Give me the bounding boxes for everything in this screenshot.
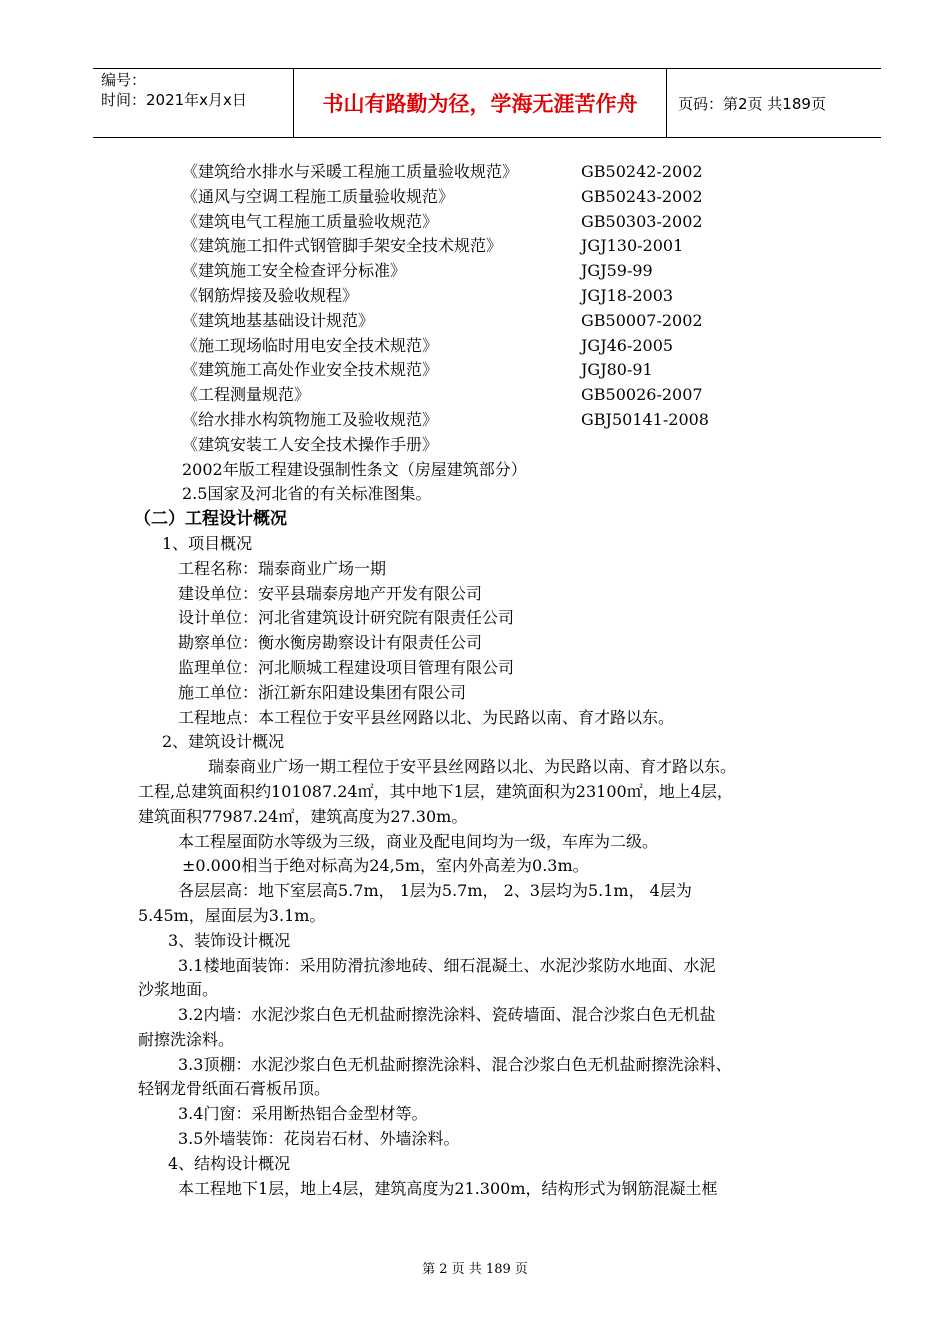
reference-code: GB50007-2002 xyxy=(581,310,703,330)
reference-code: GB50242-2002 xyxy=(581,162,703,181)
reference-title: 《钢筋焊接及验收规程》 xyxy=(182,285,359,305)
reference-item xyxy=(138,358,858,383)
decoration-ceiling: 轻钢龙骨纸面石膏板吊顶。 xyxy=(138,1079,331,1099)
reference-item xyxy=(138,259,858,284)
project-location: 工程地点：本工程位于安平县丝网路以北、为民路以南、育才路以东。 xyxy=(178,707,675,727)
header-time: 时间：2021年x月x日 xyxy=(101,91,247,109)
reference-item xyxy=(138,309,858,334)
reference-title: 《建筑地基基础设计规范》 xyxy=(182,310,375,330)
project-supervisor: 监理单位：河北顺城工程建设项目管理有限公司 xyxy=(178,657,515,677)
reference-code: GB50303-2002 xyxy=(581,211,703,231)
reference-title: 《给水排水构筑物施工及验收规范》 xyxy=(182,409,439,429)
project-owner: 建设单位：安平县瑞泰房地产开发有限公司 xyxy=(178,583,483,603)
page-footer: 第 2 页 共 189 页 xyxy=(422,1262,528,1277)
reference-item xyxy=(138,334,858,359)
roof-waterproof: 本工程屋面防水等级为三级，商业及配电间均为一级，车库为二级。 xyxy=(178,831,659,851)
decoration-interior-wall: 耐擦洗涂料。 xyxy=(138,1029,235,1049)
architecture-paragraph: 工程,总建筑面积约101087.24㎡，其中地下1层，建筑面积为23100㎡，地上4层， xyxy=(138,781,733,801)
reference-title: 《施工现场临时用电安全技术规范》 xyxy=(182,335,439,355)
reference-code: JGJ130-2001 xyxy=(581,236,684,256)
reference-item xyxy=(138,433,858,458)
reference-item xyxy=(138,185,858,210)
architecture-paragraph: 瑞泰商业广场一期工程位于安平县丝网路以北、为民路以南、育才路以东。 xyxy=(208,757,737,777)
decoration-exterior: 3.5外墙装饰：花岗岩石材、外墙涂料。 xyxy=(178,1129,460,1149)
decoration-heading: 3、装饰设计概况 xyxy=(168,930,291,950)
elevation-line: ±0.000相当于绝对标高为24,5m，室内外高差为0.3m。 xyxy=(182,856,589,876)
reference-title: 《工程测量规范》 xyxy=(182,385,311,405)
project-designer: 设计单位：河北省建筑设计研究院有限责任公司 xyxy=(178,608,515,628)
reference-code: GBJ50141-2008 xyxy=(581,409,709,429)
reference-item xyxy=(138,408,858,433)
reference-code: JGJ59-99 xyxy=(581,261,653,281)
decoration-ceiling: 3.3顶棚：水泥沙浆白色无机盐耐擦洗涂料、混合沙浆白色无机盐耐擦洗涂料、 xyxy=(178,1054,732,1074)
reference-code: JGJ80-91 xyxy=(581,360,653,380)
page-header xyxy=(93,68,881,138)
header-page-number: 页码：第2页 共189页 xyxy=(678,94,826,113)
project-surveyor: 勘察单位：衡水衡房勘察设计有限责任公司 xyxy=(178,633,483,653)
reference-item xyxy=(138,210,858,235)
reference-title: 《通风与空调工程施工质量验收规范》 xyxy=(182,186,455,206)
section-title: （二）工程设计概况 xyxy=(134,509,287,530)
reference-item xyxy=(138,234,858,259)
reference-code: GB50026-2007 xyxy=(581,385,703,405)
decoration-floor: 沙浆地面。 xyxy=(138,980,219,1000)
structure-paragraph: 本工程地下1层，地上4层，建筑高度为21.300m，结构形式为钢筋混凝土框 xyxy=(178,1178,718,1198)
document-body xyxy=(134,160,858,1201)
reference-title: 《建筑给水排水与采暖工程施工质量验收规范》 xyxy=(182,162,519,181)
reference-item xyxy=(138,383,858,408)
floor-heights: 5.45m，屋面层为3.1m。 xyxy=(138,905,326,925)
decoration-windows: 3.4门窗：采用断热铝合金型材等。 xyxy=(178,1104,428,1124)
mandatory-provisions: 2002年版工程建设强制性条文（房屋建筑部分） xyxy=(182,459,527,479)
atlas-line: 2.5国家及河北省的有关标准图集。 xyxy=(182,484,432,504)
project-name: 工程名称：瑞泰商业广场一期 xyxy=(178,558,387,578)
reference-code: JGJ18-2003 xyxy=(581,285,674,305)
header-motto: 书山有路勤为径，学海无涯苦作舟 xyxy=(293,69,667,137)
decoration-floor: 3.1楼地面装饰：采用防滑抗渗地砖、细石混凝土、水泥沙浆防水地面、水泥 xyxy=(178,955,716,975)
floor-heights: 各层层高：地下室层高5.7m， 1层为5.7m， 2、3层均为5.1m， 4层为 xyxy=(178,881,692,901)
reference-list xyxy=(138,160,858,458)
reference-item xyxy=(138,284,858,309)
reference-code: JGJ46-2005 xyxy=(581,335,674,355)
header-number: 编号： xyxy=(101,71,147,89)
reference-title: 《建筑施工安全检查评分标准》 xyxy=(182,261,407,281)
reference-title: 《建筑电气工程施工质量验收规范》 xyxy=(182,211,439,231)
project-heading: 1、项目概况 xyxy=(162,533,253,553)
decoration-interior-wall: 3.2内墙：水泥沙浆白色无机盐耐擦洗涂料、瓷砖墙面、混合沙浆白色无机盐 xyxy=(178,1005,716,1025)
reference-code: GB50243-2002 xyxy=(581,186,703,206)
architecture-heading: 2、建筑设计概况 xyxy=(162,732,285,752)
reference-title: 《建筑安装工人安全技术操作手册》 xyxy=(182,434,439,454)
project-contractor: 施工单位：浙江新东阳建设集团有限公司 xyxy=(178,682,467,702)
reference-item xyxy=(138,160,858,185)
header-meta xyxy=(93,69,293,137)
structure-heading: 4、结构设计概况 xyxy=(168,1153,291,1173)
reference-title: 《建筑施工扣件式钢管脚手架安全技术规范》 xyxy=(182,236,503,256)
architecture-paragraph: 建筑面积77987.24㎡，建筑高度为27.30m。 xyxy=(138,806,468,826)
reference-title: 《建筑施工高处作业安全技术规范》 xyxy=(182,360,439,380)
